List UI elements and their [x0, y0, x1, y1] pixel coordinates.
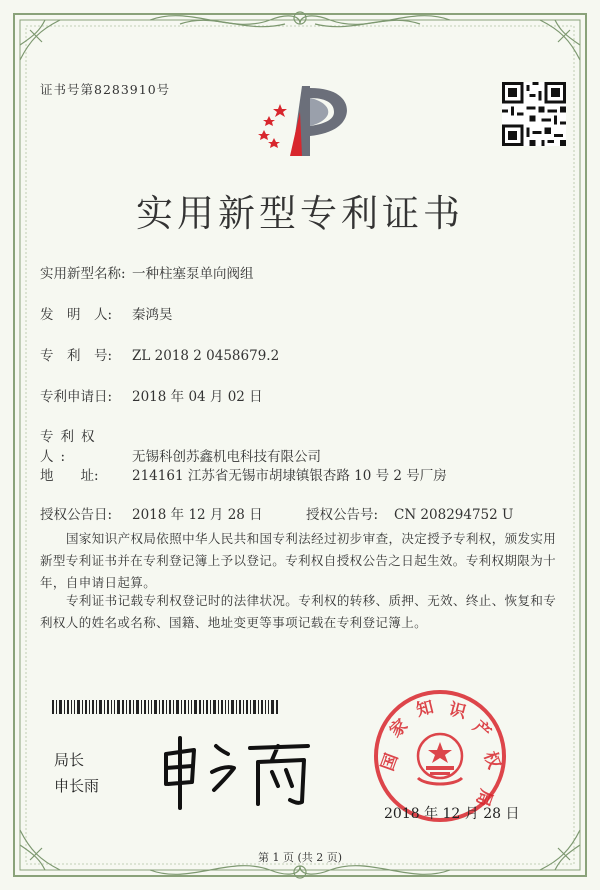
field-name [40, 262, 254, 282]
svg-text:权: 权 [479, 748, 504, 772]
field-holder-value: 无锡科创苏鑫机电科技有限公司 [132, 449, 321, 465]
field-holder [40, 425, 321, 465]
body-paragraph-2: 专利证书记载专利权登记时的法律状况。专利权的转移、质押、无效、终止、恢复和专利权人的姓名或名称、国籍、地址变更等事项记载在专利登记簿上。 [40, 593, 557, 630]
director-title: 局长 [54, 751, 85, 769]
field-grant-number [306, 503, 513, 523]
field-name-label: 实用新型名称: [40, 266, 126, 282]
field-address-label: 地 址: [40, 468, 99, 484]
svg-text:识: 识 [446, 699, 469, 723]
barcode [52, 700, 278, 714]
field-address [40, 464, 447, 484]
body-paragraph-1: 国家知识产权局依照中华人民共和国专利法经过初步审查，决定授予专利权，颁发实用新型专利证书并在专利登记簿上予以登记。专利权自授权公告之日起生效。专利权期限为十年，自申请日起算。 [40, 531, 557, 590]
field-grant-number-value: CN 208294752 U [394, 507, 514, 523]
field-patent-number-value: ZL 2018 2 0458679.2 [132, 348, 280, 364]
svg-text:产: 产 [468, 716, 495, 744]
cnipa-logo-icon [250, 82, 360, 160]
qr-code [502, 82, 566, 146]
field-name-value: 一种柱塞泵单向阀组 [132, 266, 254, 282]
page-footer: 第 1 页 (共 2 页) [257, 851, 343, 864]
field-inventor-label: 发 明 人: [40, 307, 113, 323]
field-grant-date [40, 503, 263, 523]
svg-text:知: 知 [414, 697, 436, 721]
field-filing-date [40, 385, 263, 405]
seal-date: 2018 年 12 月 28 日 [384, 806, 520, 822]
svg-text:国: 国 [377, 750, 403, 774]
field-inventor-value: 秦鸿昊 [132, 307, 173, 323]
field-holder-label: 专利权人: [40, 429, 102, 465]
field-filing-date-label: 专利申请日: [40, 389, 113, 405]
certificate-title: 实用新型专利证书 [136, 192, 464, 235]
field-inventor [40, 303, 173, 323]
field-grant-date-label: 授权公告日: [40, 507, 113, 523]
field-patent-number-label: 专 利 号: [40, 348, 113, 364]
field-patent-number [40, 344, 279, 364]
svg-text:家: 家 [385, 715, 412, 742]
svg-text:局: 局 [471, 786, 497, 810]
field-grant-date-value: 2018 年 12 月 28 日 [132, 507, 263, 523]
director-name: 申长雨 [54, 777, 100, 795]
field-address-value: 214161 江苏省无锡市胡埭镇银杏路 10 号 2 号厂房 [132, 468, 447, 484]
field-grant-number-label: 授权公告号: [306, 507, 379, 523]
certificate-number: 证书号第8283910号 [40, 82, 171, 97]
field-filing-date-value: 2018 年 04 月 02 日 [132, 389, 263, 405]
director-signature [158, 732, 318, 812]
